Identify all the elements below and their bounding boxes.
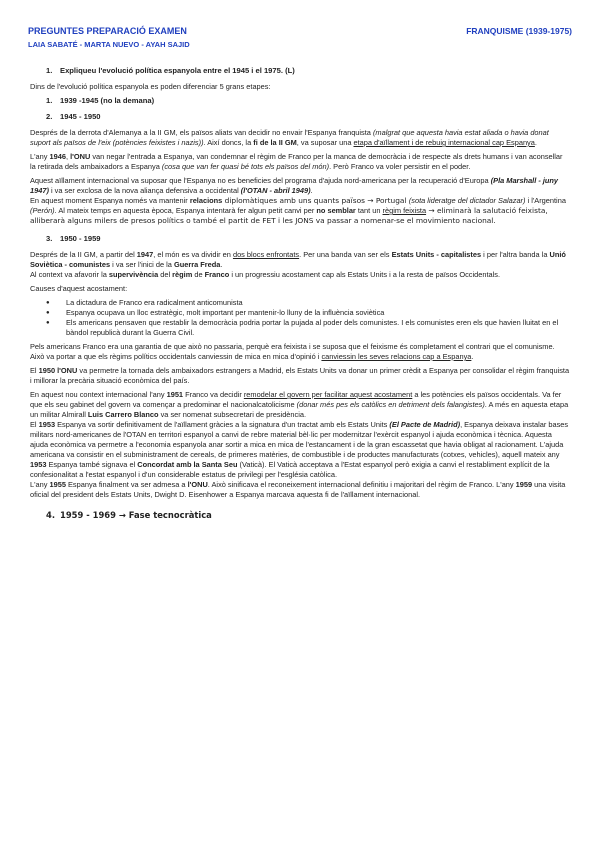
causes-title: Causes d'aquest acostament:	[30, 284, 128, 293]
paragraph-marshall-plan: Aquest aïllament internacional va suposar que l'Espanya no es beneficies del programa d'ajuda nord-americana per la recuperació d'Europa (Pla Marshall - juny 1947) i va ser exclosa de la nova aliança defensiva a occidental (l'OTAN - abril 1949).	[30, 176, 559, 195]
paragraph-pact-madrid: El 1953 Espanya va sortir definitivament de l'aïllament gràcies a la signatura d'un tractat amb els Estats Units (El Pacte de Madrid), Espanya deixava instalar bases militars nord-americanes de l'OTAN en territori espanyol a canvi de rebre material bèl·lic per modernitzar l'exèrcit espanyol i ajuda econòmica i tècnica. Aquesta ajuda econòmica va permetre a l'economia espanyola anar sortir a mica en mica de l'estancament i de la gran escassetat que havia obligat al racionament. L'ajuda americana va consistir en el subministrament de cereals, de primeres matèries, de combustible i de productes manufacturats (cotxes, vehicles), aquell mateix any 1953 Espanya també signava el Concordat amb la Santa Seu (Vaticà). El Vaticà acceptava a l'Estat espanyol però exigia a canvi el restabliment explícit de la confesionalitat a l'estat espanyol i d'un considerable estatus de privilegi per l'església catòlica.	[30, 420, 569, 479]
list-item: ● Espanya ocupava un lloc estratègic, molt important per mantenir-lo lluny de la influència soviètica	[30, 308, 570, 318]
stage-heading-2: 2. 1945 - 1950	[46, 112, 101, 121]
question-heading	[30, 66, 570, 76]
stage-heading-4: 4. 1959 - 1969 → Fase tecnocràtica	[46, 510, 212, 520]
paragraph-onu-1955: L'any 1955 Espanya finalment va ser admesa a l'ONU. Això sinificava el reconeixement internacional definitiu i majoritari del règim de Franco. L'any 1959 una visita oficial del president dels Estats Units, Dwight D. Eisenhower a Espanya marcava aquesta fi de l'aïllament internacional.	[30, 480, 566, 499]
header-authors: LAIA SABATÉ - MARTA NUEVO - AYAH SAJID	[28, 40, 190, 49]
intro-paragraph: Dins de l'evolució política espanyola es poden diferenciar 5 grans etapes:	[30, 82, 271, 91]
question-text: Expliqueu l'evolució política espanyola entre el 1945 i el 1975. (L)	[60, 66, 295, 75]
paragraph-end-ww2: Després de la derrota d'Alemanya a la II GM, els països aliats van decidir no envair l'Espanya franquista (malgrat que aquesta havia estat aliada o havia donat suport als països de l'eix (potències feixistes i nazis)). Així doncs, la fi de la II GM, va suposar una etapa d'aïllament i de rebuig internacional cap Espanya.	[30, 128, 549, 147]
paragraph-onu-1950: El 1950 l'ONU va permetre la tornada dels ambaixadors estrangers a Madrid, els Estats Units va donar un primer crèdit a Espanya per consolidar el règim franquista i millorar la precària situació econòmica del país.	[30, 366, 570, 385]
stage-heading-1: 1. 1939 -1945 (no la demana)	[46, 96, 155, 105]
page-header	[28, 26, 572, 56]
causes-list	[30, 298, 570, 338]
paragraph-1951-government: En aquest nou context internacional l'any 1951 Franco va decidir remodelar el govern per facilitar aquest acostament a les potències els països occidentals. Va fer que els seu gabinet del govern va començar a predominar el nacionalcatolicisme (donar més pes els catòlics en detriment dels falangistes). A més en aquesta etapa un militar Almirall Luis Carrero Blanco va ser nomenat subsecretari de presidència.	[30, 390, 569, 419]
stage-heading-3: 3. 1950 - 1959	[46, 234, 101, 243]
list-item: ● Els americans pensaven que restablir la democràcia podria portar la pujada al poder dels comunistes. I els comunistes eren els que havien lluitat en el bàndol republicà durant la Guerra Civil.	[30, 318, 570, 338]
paragraph-onu-1946: L'any 1946, l'ONU van negar l'entrada a Espanya, van condemnar el règim de Franco per la manca de democràcia i de respecte als drets humans i van aconsellar la retirada dels ambaixadors a Espanya (cosa que van fer quasi bé tots els països del món). Però Franco va voler persistir en el poder.	[30, 152, 563, 171]
document-body	[30, 66, 570, 526]
header-title: PREGUNTES PREPARACIÓ EXAMEN	[28, 26, 187, 36]
paragraph-americans: Pels americans Franco era una garantia de que això no passaria, perquè era feixista i se suposa que el feixisme és completament el contrari que el comunisme. Això va portar a que els règims polítics occidentals canviessin de mica en mica d'opinió i canviessin les seves relacions cap a Espanya.	[30, 342, 555, 361]
paragraph-diplomatic-relations: En aquest moment Espanya només va mantenir relacions diplomàtiques amb uns quants països → Portugal (sota lideratge del dictador Salazar) i l'Argentina (Perón). Al mateix temps en aquesta època, Espanya intentarà fer algun petit canvi per no semblar tant un règim feixista → eliminarà la salutació feixista, alliberarà alguns milers de presos polítics o també el partit de FET i les JONS va passar a nomenar-se el movimiento nacional.	[30, 196, 566, 225]
list-item: ● La dictadura de Franco era radicalment anticomunista	[30, 298, 570, 308]
paragraph-cold-war: Després de la II GM, a partir del 1947, el món es va dividir en dos blocs enfrontats. Per una banda van ser els Estats Units - capitalistes i per l'altra banda la Unió Soviètica - comunistes i va ser l'inici de la Guerra Freda. Al context va afavorir la supervivència del règim de Franco i un progressiu acostament cap als Estats Units i a la resta de països Occidentals.	[30, 250, 566, 279]
header-topic: FRANQUISME (1939-1975)	[466, 26, 572, 36]
question-number: 1.	[46, 66, 53, 75]
